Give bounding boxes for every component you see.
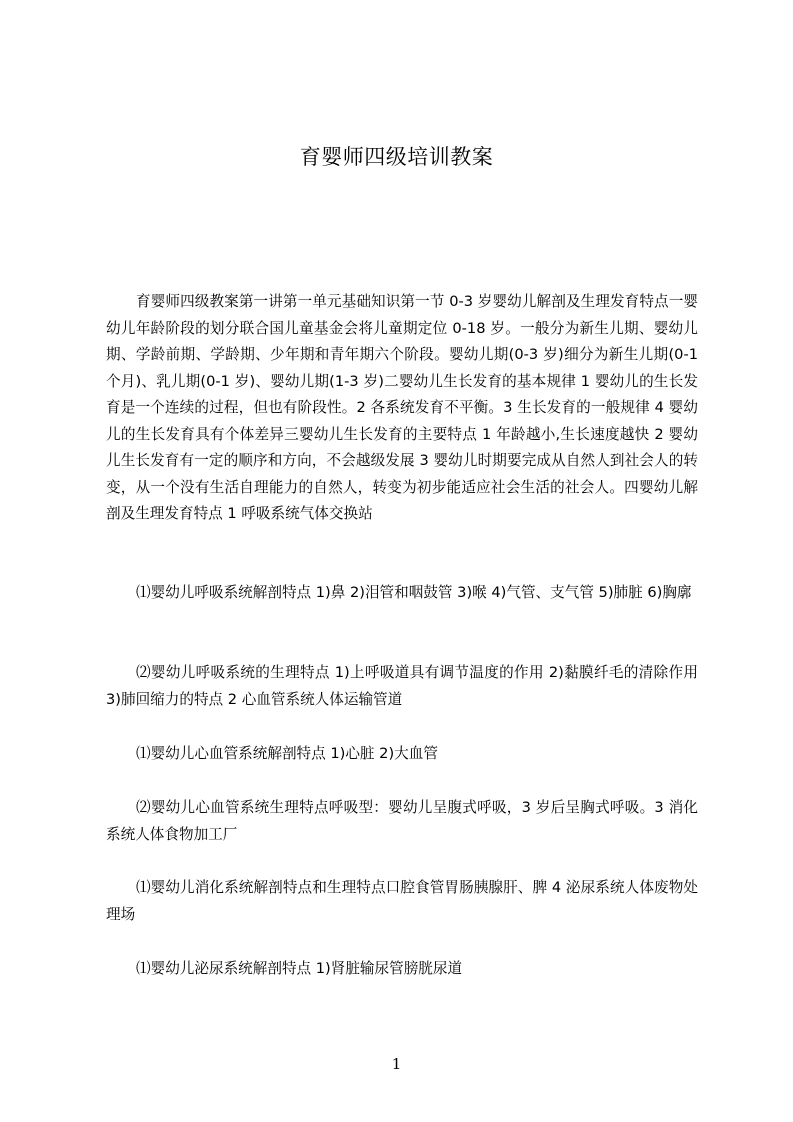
page-number: 1	[391, 1055, 402, 1073]
paragraph-urinary-system: ⑴婴幼儿泌尿系统解剖特点 1)肾脏输尿管膀胱尿道	[136, 960, 463, 977]
paragraph-digestive-system: ⑴婴幼儿消化系统解剖特点和生理特点口腔食管胃肠胰腺肝、脾 4 泌尿系统人体废物处理场	[106, 879, 698, 923]
paragraph-cardiovascular-anatomy: ⑴婴幼儿心血管系统解剖特点 1)心脏 2)大血管	[136, 745, 438, 762]
document-title: 育婴师四级培训教案	[299, 145, 494, 169]
paragraph-cardiovascular-physiology: ⑵婴幼儿心血管系统生理特点呼吸型：婴幼儿呈腹式呼吸，3 岁后呈胸式呼吸。3 消化系统人体食物加工厂	[106, 799, 698, 843]
paragraph-intro: 育婴师四级教案第一讲第一单元基础知识第一节 0-3 岁婴幼儿解剖及生理发育特点一婴幼儿年龄阶段的划分联合国儿童基金会将儿童期定位 0-18 岁。一般分为新生儿期、婴幼儿期、学龄前期、学龄期、少年期和青年期六个阶段。婴幼儿期(0-3 岁)细分为新生儿期(0-1 个月)、乳儿期(0-1 岁)、婴幼儿期(1-3 岁)二婴幼儿生长发育的基本规律 1 婴幼儿的生长发育是一个连续的过程，但也有阶段性。2 各系统发育不平衡。3 生长发育的一般规律 4 婴幼儿的生长发育具有个体差异三婴幼儿生长发育的主要特点 1 年龄越小,生长速度越快 2 婴幼儿生长发育有一定的顺序和方向，不会越级发展 3 婴幼儿时期要完成从自然人到社会人的转变，从一个没有生活自理能力的自然人，转变为初步能适应社会生活的社会人。四婴幼儿解剖及生理发育特点 1 呼吸系统气体交换站	[106, 293, 698, 522]
paragraph-respiratory-anatomy: ⑴婴幼儿呼吸系统解剖特点 1)鼻 2)泪管和咽鼓管 3)喉 4)气管、支气管 5)肺脏 6)胸廓	[136, 584, 692, 601]
paragraph-respiratory-physiology: ⑵婴幼儿呼吸系统的生理特点 1)上呼吸道具有调节温度的作用 2)黏膜纤毛的清除作用 3)肺回缩力的特点 2 心血管系统人体运输管道	[106, 664, 698, 708]
